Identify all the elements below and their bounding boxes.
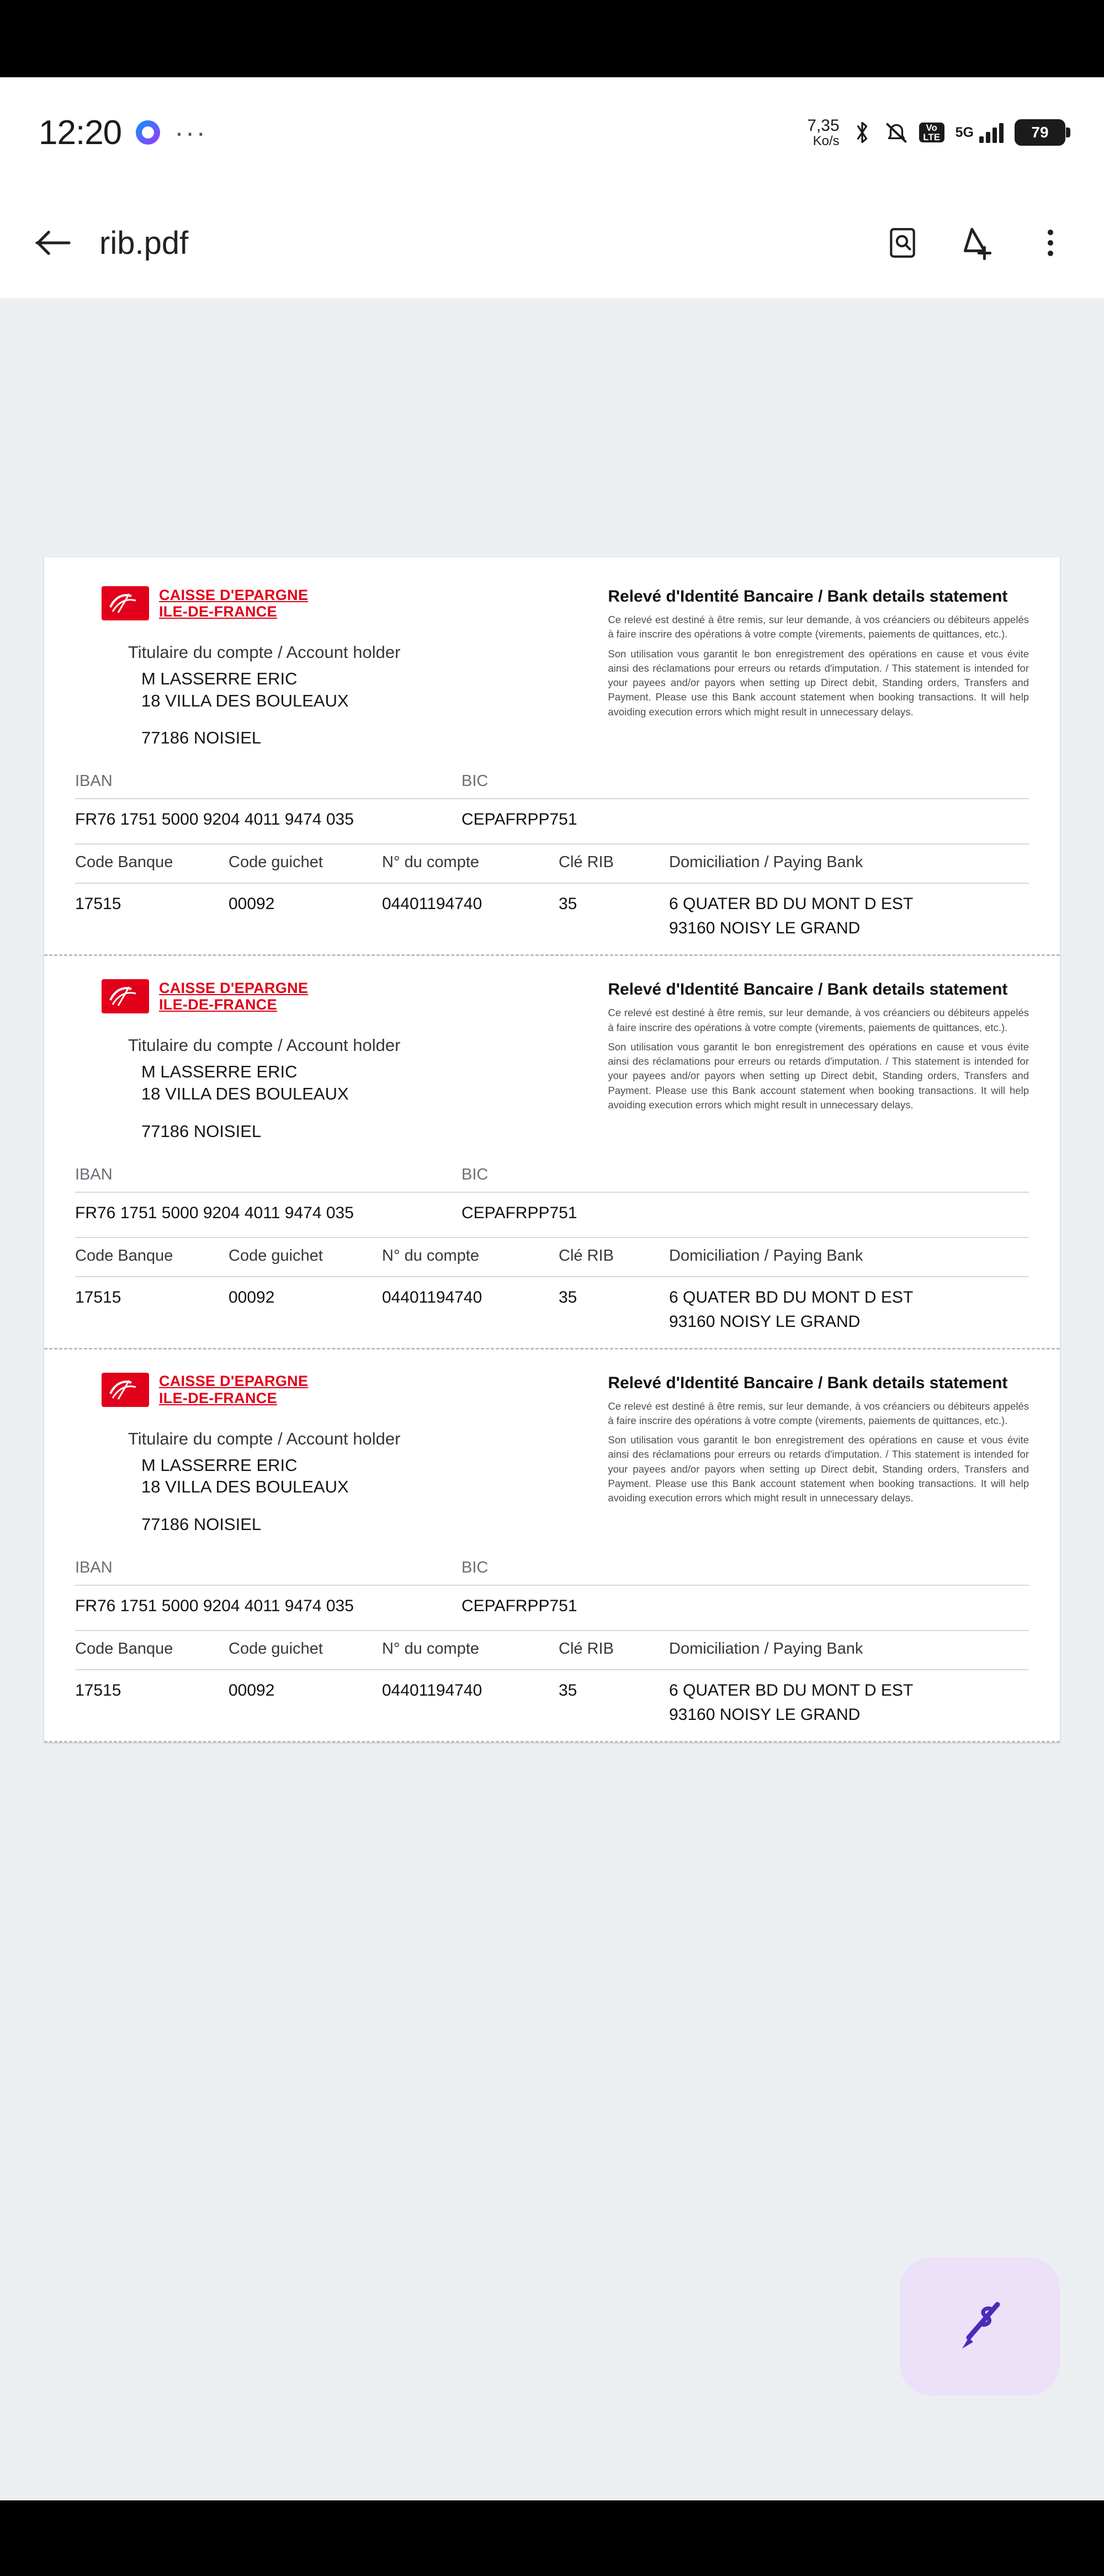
cell-code-banque: 17515 [75,1681,121,1700]
rib-statement-section [608,586,1029,724]
account-holder-street: 18 VILLA DES BOULEAUX [141,1084,349,1104]
bic-label: BIC [461,772,489,790]
status-bar-left [39,113,207,152]
domiciliation-line-2: 93160 NOISY LE GRAND [669,919,861,938]
header-domiciliation: Domiciliation / Paying Bank [669,1246,863,1265]
statement-paragraph-1: Ce relevé est destiné à être remis, sur leur demande, à vos créanciers ou débiteurs appelés à faire inscrire des opérations à votre compte (virements, paiements de quittances, etc.). [608,614,1029,640]
domiciliation-line-1: 6 QUATER BD DU MONT D EST [669,1288,914,1306]
statement-paragraph-2: Son utilisation vous garantit le bon enregistrement des opérations en cause et vous évite ainsi des réclamations pour erreurs ou retards d'imputation. / This statement is intended for your payees and/or payors when setting up Direct debit, Standing orders, Transfers and Payment. Please use this Bank account statement when booking transactions. It will help avoiding execution errors which might result in unnecessary delays. [608,1434,1029,1504]
rib-header [75,979,1029,1141]
account-holder-label: Titulaire du compte / Account holder [128,1035,401,1055]
messenger-icon [136,120,160,145]
header-code-guichet: Code guichet [229,853,323,872]
bank-name-line1: CAISSE D'EPARGNE [159,586,309,603]
statement-paragraph-2: Son utilisation vous garantit le bon enregistrement des opérations en cause et vous évite ainsi des réclamations pour erreurs ou retards d'imputation. / This statement is intended for your payees and/or payors when setting up Direct debit, Standing orders, Transfers and Payment. Please use this Bank account statement when booking transactions. It will help avoiding execution errors which might result in unnecessary delays. [608,647,1029,718]
caisse-epargne-logo-icon [102,979,149,1013]
cell-domiciliation [669,1288,1029,1331]
caisse-epargne-logo-icon [102,1373,149,1407]
bluetooth-icon [851,119,874,146]
header-domiciliation: Domiciliation / Paying Bank [669,853,863,872]
caisse-epargne-logo-icon [102,586,149,620]
header-code-banque: Code Banque [75,853,173,872]
header-cle-rib: Clé RIB [559,1246,614,1265]
account-holder-city: 77186 NOISIEL [141,728,262,748]
status-bar-right [807,117,1065,148]
cell-cle-rib: 35 [559,1288,577,1306]
rib-block [44,956,1060,1347]
bic-value: CEPAFRPP751 [461,810,577,829]
table-row [75,884,1029,940]
cell-cle-rib: 35 [559,1681,577,1700]
battery-indicator: 79 [1015,119,1065,146]
header-cle-rib: Clé RIB [559,1640,614,1658]
iban-label: IBAN [75,772,113,790]
save-to-drive-icon[interactable] [956,222,997,263]
cell-domiciliation [669,1681,1029,1724]
iban-bic-header [75,772,1029,798]
signal-strength-icon [979,122,1004,143]
status-clock: 12:20 [39,113,122,152]
bank-logo-text [159,980,308,1013]
domiciliation-line-1: 6 QUATER BD DU MONT D EST [669,1681,914,1700]
header-code-guichet: Code guichet [229,1246,323,1265]
account-holder-name: M LASSERRE ERIC [141,669,298,688]
back-arrow-icon[interactable] [33,223,73,263]
iban-label: IBAN [75,1559,113,1577]
cell-numero-compte: 04401194740 [382,895,482,913]
header-code-banque: Code Banque [75,1640,173,1658]
account-holder-label: Titulaire du compte / Account holder [128,642,401,662]
account-holder-city: 77186 NOISIEL [141,1121,262,1141]
cell-code-banque: 17515 [75,895,121,913]
header-cle-rib: Clé RIB [559,853,614,872]
app-bar-actions [882,222,1071,263]
account-holder-city: 77186 NOISIEL [141,1515,262,1534]
network-speed-value: 7,35 [807,116,840,135]
header-domiciliation: Domiciliation / Paying Bank [669,1640,863,1658]
rib-statement-section [608,1373,1029,1511]
bic-value: CEPAFRPP751 [461,1203,577,1222]
iban-bic-values [75,799,1029,843]
rib-table-header [75,1631,1029,1669]
account-holder-name: M LASSERRE ERIC [141,1455,298,1475]
page-title: rib.pdf [99,225,189,261]
rib-block [44,1350,1060,1741]
iban-bic-header [75,1559,1029,1585]
cell-numero-compte: 04401194740 [382,1681,482,1700]
network-type-label: 5G [955,124,974,140]
bank-name-line2: ILE-DE-FRANCE [159,603,277,620]
rib-holder-section [75,1373,608,1534]
bank-logo-text [159,1373,308,1406]
statement-body [608,613,1029,719]
magic-pen-fab-button[interactable] [900,2258,1060,2396]
rib-statement-section [608,979,1029,1117]
more-dots-icon: ··· [174,117,208,148]
statement-title: Relevé d'Identité Bancaire / Bank details statement [608,1373,1008,1392]
statement-paragraph-1: Ce relevé est destiné à être remis, sur leur demande, à vos créanciers ou débiteurs appelés à faire inscrire des opérations à votre compte (virements, paiements de quittances, etc.). [608,1400,1029,1426]
bic-label: BIC [461,1165,489,1183]
volte-bottom: LTE [923,132,941,142]
app-bar [0,188,1104,298]
rib-holder-section [75,979,608,1141]
domiciliation-line-1: 6 QUATER BD DU MONT D EST [669,895,914,913]
domiciliation-line-2: 93160 NOISY LE GRAND [669,1706,861,1724]
domiciliation-line-2: 93160 NOISY LE GRAND [669,1312,861,1331]
volte-top: Vo [926,123,937,133]
statement-title: Relevé d'Identité Bancaire / Bank details statement [608,587,1008,606]
bank-name-line2: ILE-DE-FRANCE [159,1389,277,1406]
bank-logo-text [159,587,308,620]
iban-bic-values [75,1193,1029,1237]
magic-pen-icon [947,2293,1013,2360]
statement-title: Relevé d'Identité Bancaire / Bank details statement [608,980,1008,999]
rib-header [75,586,1029,748]
volte-badge [919,123,944,142]
bank-name-line1: CAISSE D'EPARGNE [159,980,309,997]
cell-code-guichet: 00092 [229,895,275,913]
statement-paragraph-1: Ce relevé est destiné à être remis, sur leur demande, à vos créanciers ou débiteurs appelés à faire inscrire des opérations à votre compte (virements, paiements de quittances, etc.). [608,1007,1029,1033]
iban-value: FR76 1751 5000 9204 4011 9474 035 [75,1203,354,1222]
statement-body [608,1006,1029,1112]
bic-label: BIC [461,1559,489,1577]
status-bar [0,77,1104,188]
account-holder-label: Titulaire du compte / Account holder [128,1428,401,1448]
overflow-menu-icon[interactable] [1030,222,1071,263]
header-code-banque: Code Banque [75,1246,173,1265]
rib-table-header [75,844,1029,883]
device-screen [0,77,1104,2500]
network-speed [807,117,839,148]
cell-code-guichet: 00092 [229,1288,275,1306]
account-holder-name: M LASSERRE ERIC [141,1062,298,1082]
iban-bic-values [75,1586,1029,1630]
copy-separator [44,1741,1060,1743]
pdf-viewer[interactable] [0,298,1104,2500]
bank-logo [102,586,608,620]
bank-logo [102,979,608,1013]
bank-logo [102,1373,608,1407]
account-holder-street: 18 VILLA DES BOULEAUX [141,691,349,710]
header-numero-compte: N° du compte [382,1246,480,1265]
header-numero-compte: N° du compte [382,1640,480,1658]
table-row [75,1670,1029,1727]
iban-label: IBAN [75,1165,113,1183]
rib-holder-section [75,586,608,748]
bank-name-line1: CAISSE D'EPARGNE [159,1373,309,1390]
table-row [75,1277,1029,1334]
bic-value: CEPAFRPP751 [461,1597,577,1616]
network-speed-unit: Ko/s [813,134,840,149]
cell-code-guichet: 00092 [229,1681,275,1700]
document-search-icon[interactable] [882,222,923,263]
cell-code-banque: 17515 [75,1288,121,1306]
statement-body [608,1399,1029,1506]
rib-table-header [75,1238,1029,1276]
bank-name-line2: ILE-DE-FRANCE [159,996,277,1013]
cell-cle-rib: 35 [559,895,577,913]
header-numero-compte: N° du compte [382,853,480,872]
rib-header [75,1373,1029,1534]
iban-bic-header [75,1166,1029,1192]
rib-block [44,557,1060,954]
iban-value: FR76 1751 5000 9204 4011 9474 035 [75,1597,354,1616]
account-holder-street: 18 VILLA DES BOULEAUX [141,1477,349,1497]
pdf-page [44,557,1060,1743]
statement-paragraph-2: Son utilisation vous garantit le bon enregistrement des opérations en cause et vous évite ainsi des réclamations pour erreurs ou retards d'imputation. / This statement is intended for your payees and/or payors when setting up Direct debit, Standing orders, Transfers and Payment. Please use this Bank account statement when booking transactions. It will help avoiding execution errors which might result in unnecessary delays. [608,1040,1029,1111]
cell-domiciliation [669,895,1029,938]
vibrate-off-icon [885,119,908,146]
iban-value: FR76 1751 5000 9204 4011 9474 035 [75,810,354,829]
cell-numero-compte: 04401194740 [382,1288,482,1306]
header-code-guichet: Code guichet [229,1640,323,1658]
